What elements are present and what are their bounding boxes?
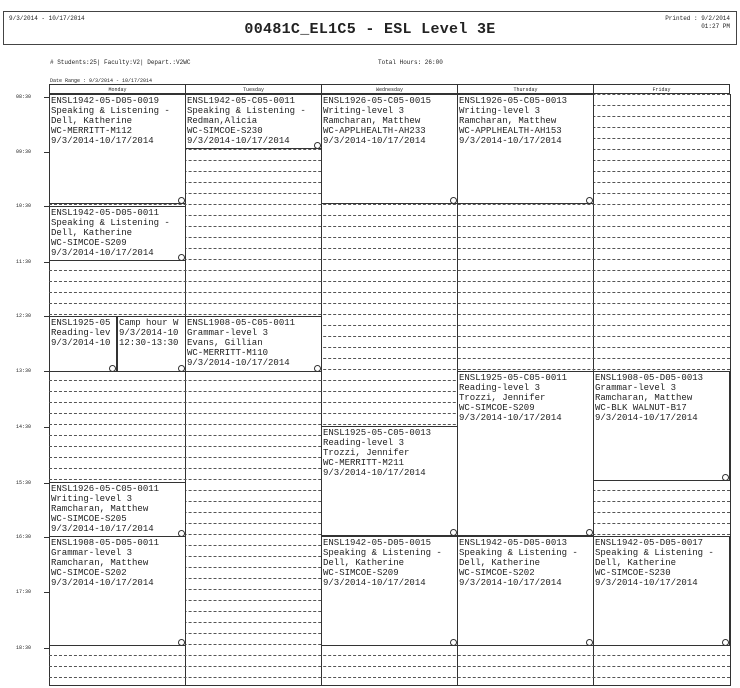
time-tick: [44, 483, 49, 484]
class-block[interactable]: [49, 94, 186, 204]
class-block-line: WC-MERRITT-M110: [187, 348, 269, 358]
total-hours: Total Hours: 26:00: [378, 59, 443, 66]
class-block-line: ENSL1926-05-C05-0011: [51, 484, 160, 494]
class-block-line: 9/3/2014-10/17/2014: [187, 358, 290, 368]
class-block-line: ENSL1908-05-D05-0013: [595, 373, 704, 383]
class-block-line: ENSL1908-05-D05-0011: [51, 538, 160, 548]
time-label: 14:30: [16, 424, 32, 430]
class-block-line: Dell, Katherine: [595, 558, 677, 568]
schedule-grid: [49, 84, 730, 686]
class-block[interactable]: [321, 426, 458, 536]
class-block-line: Speaking & Listening -: [51, 218, 170, 228]
date-range: Date Range : 9/3/2014 - 10/17/2014: [50, 78, 153, 84]
class-block-line: Ramcharan, Matthew: [51, 558, 149, 568]
slot-line: [49, 666, 730, 667]
class-block-line: 9/3/2014-10/17/2014: [459, 413, 562, 423]
time-label: 15:30: [16, 480, 32, 486]
class-block-line: WC-SIMCOE-S202: [51, 568, 127, 578]
class-block-line: ENSL1942-05-D05-0017: [595, 538, 704, 548]
class-block-line: Ramcharan, Matthew: [595, 393, 693, 403]
time-label: 12:30: [16, 313, 32, 319]
clock-icon: [314, 142, 321, 149]
slot-line: [49, 655, 730, 656]
clock-icon: [178, 197, 185, 204]
time-tick: [44, 152, 49, 153]
clock-icon: [178, 254, 185, 261]
time-tick: [44, 206, 49, 207]
slot-line: [49, 303, 730, 304]
clock-icon: [450, 639, 457, 646]
class-block-line: Camp hour W: [119, 318, 179, 328]
class-block-line: WC-APPLHEALTH-AH233: [323, 126, 426, 136]
class-block-line: ENSL1925-05-C05-0013: [323, 428, 432, 438]
slot-line: [49, 204, 730, 205]
time-label: 17:30: [16, 589, 32, 595]
class-block-line: WC-APPLHEALTH-AH153: [459, 126, 562, 136]
time-tick: [44, 427, 49, 428]
class-block-line: Grammar-level 3: [51, 548, 133, 558]
time-label: 11:30: [16, 259, 32, 265]
time-tick: [44, 97, 49, 98]
clock-icon: [586, 529, 593, 536]
day-header-friday: Friday: [593, 84, 730, 94]
class-block-line: Grammar-level 3: [187, 328, 269, 338]
slot-line: [49, 270, 730, 271]
class-block-line: ENSL1942-05-D05-0013: [459, 538, 568, 548]
class-block-line: 9/3/2014-10/17/2014: [51, 136, 154, 146]
class-block-line: ENSL1908-05-C05-0011: [187, 318, 296, 328]
time-label: 16:30: [16, 534, 32, 540]
class-block-line: 9/3/2014-10/17/2014: [323, 136, 426, 146]
printed-date: Printed : 9/2/2014: [665, 15, 730, 22]
class-block-line: ENSL1942-05-D05-0011: [51, 208, 160, 218]
class-block-line: WC-BLK WALNUT-B17: [595, 403, 687, 413]
column-divider: [730, 94, 731, 686]
clock-icon: [722, 639, 729, 646]
header-date-range: 9/3/2014 - 10/17/2014: [9, 15, 85, 22]
class-block-line: 9/3/2014-10/17/2014: [595, 413, 698, 423]
class-block[interactable]: [321, 536, 458, 646]
class-block-line: Speaking & Listening -: [187, 106, 306, 116]
slot-line: [49, 281, 730, 282]
class-block-line: 9/3/2014-10/17/2014: [187, 136, 290, 146]
class-block-line: 9/3/2014-10/17/2014: [51, 578, 154, 588]
class-block-line: Reading-level 3: [323, 438, 405, 448]
class-block-line: Writing-level 3: [323, 106, 405, 116]
clock-icon: [586, 197, 593, 204]
clock-icon: [586, 639, 593, 646]
class-block[interactable]: [185, 316, 322, 372]
class-block-line: Dell, Katherine: [323, 558, 405, 568]
class-block-line: Speaking & Listening -: [595, 548, 714, 558]
class-block-line: Evans, Gillian: [187, 338, 263, 348]
class-block-line: WC-SIMCOE-S230: [595, 568, 671, 578]
day-header-wednesday: Wednesday: [321, 84, 457, 94]
class-block-line: 9/3/2014-10: [51, 338, 111, 348]
class-block-line: Dell, Katherine: [459, 558, 541, 568]
class-block-line: ENSL1942-05-D05-0019: [51, 96, 160, 106]
time-label: 09:30: [16, 149, 32, 155]
class-block-line: ENSL1926-05-C05-0013: [459, 96, 568, 106]
clock-icon: [450, 197, 457, 204]
day-header-monday: Monday: [49, 84, 185, 94]
class-block[interactable]: [49, 482, 186, 537]
time-tick: [44, 537, 49, 538]
class-block[interactable]: [321, 94, 458, 204]
slot-line: [49, 677, 730, 678]
class-block[interactable]: [49, 206, 186, 261]
class-block[interactable]: [49, 536, 186, 646]
class-block-line: WC-SIMCOE-S209: [459, 403, 535, 413]
class-block-line: ENSL1926-05-C05-0015: [323, 96, 432, 106]
time-tick: [44, 316, 49, 317]
time-label: 10:30: [16, 203, 32, 209]
class-block[interactable]: [457, 94, 594, 204]
time-tick: [44, 592, 49, 593]
time-label: 18:30: [16, 645, 32, 651]
class-block-line: WC-SIMCOE-S202: [459, 568, 535, 578]
class-block-line: Ramcharan, Matthew: [323, 116, 421, 126]
class-block-line: 9/3/2014-10/17/2014: [51, 248, 154, 258]
class-block-line: 9/3/2014-10/17/2014: [459, 136, 562, 146]
class-block-line: Ramcharan, Matthew: [459, 116, 557, 126]
class-block-line: 9/3/2014-10/17/2014: [323, 468, 426, 478]
printed-time: 01:27 PM: [701, 23, 730, 30]
slot-line: [49, 292, 730, 293]
class-block-line: ENSL1942-05-D05-0015: [323, 538, 432, 548]
course-info: # Students:25| Faculty:V2| Depart.:V2WC: [50, 59, 191, 66]
class-block[interactable]: [593, 536, 730, 646]
class-block-line: Speaking & Listening -: [51, 106, 170, 116]
class-block[interactable]: [117, 316, 186, 372]
class-block[interactable]: [49, 316, 117, 372]
printed-stamp: [665, 15, 730, 31]
class-block-line: WC-SIMCOE-S209: [51, 238, 127, 248]
class-block-line: Writing-level 3: [459, 106, 541, 116]
clock-icon: [178, 365, 185, 372]
class-block-line: Writing-level 3: [51, 494, 133, 504]
day-header-thursday: Thursday: [457, 84, 593, 94]
class-block-line: 9/3/2014-10/17/2014: [51, 524, 154, 534]
class-block-line: Dell, Katherine: [51, 116, 133, 126]
class-block-line: 9/3/2014-10/17/2014: [459, 578, 562, 588]
class-block-line: Reading-level 3: [459, 383, 541, 393]
class-block[interactable]: [185, 94, 322, 149]
class-block-line: Grammar-level 3: [595, 383, 677, 393]
class-block-line: WC-MERRITT-M211: [323, 458, 405, 468]
time-label: 13:30: [16, 368, 32, 374]
clock-icon: [109, 365, 116, 372]
class-block-line: 9/3/2014-10: [119, 328, 179, 338]
class-block-line: Speaking & Listening -: [323, 548, 442, 558]
class-block[interactable]: [593, 371, 730, 481]
class-block-line: Reading-lev: [51, 328, 111, 338]
clock-icon: [178, 639, 185, 646]
class-block-line: WC-SIMCOE-S209: [323, 568, 399, 578]
time-tick: [44, 262, 49, 263]
clock-icon: [722, 474, 729, 481]
class-block[interactable]: [457, 536, 594, 646]
day-header-tuesday: Tuesday: [185, 84, 321, 94]
class-block-line: ENSL1925-05: [51, 318, 111, 328]
class-block-line: ENSL1942-05-C05-0011: [187, 96, 296, 106]
class-block-line: ENSL1925-05-C05-0011: [459, 373, 568, 383]
class-block-line: WC-MERRITT-M112: [51, 126, 133, 136]
class-block-line: Redman,Alicia: [187, 116, 258, 126]
class-block-line: 9/3/2014-10/17/2014: [323, 578, 426, 588]
clock-icon: [314, 365, 321, 372]
clock-icon: [450, 529, 457, 536]
report-header: [3, 11, 737, 45]
slot-line: [49, 314, 730, 315]
class-block-line: Dell, Katherine: [51, 228, 133, 238]
class-block-line: Trozzi, Jennifer: [459, 393, 546, 403]
class-block-line: Trozzi, Jennifer: [323, 448, 410, 458]
class-block-line: WC-SIMCOE-S230: [187, 126, 263, 136]
time-tick: [44, 648, 49, 649]
report-title: 00481C_EL1C5 - ESL Level 3E: [244, 21, 496, 38]
time-tick: [44, 371, 49, 372]
class-block[interactable]: [457, 371, 594, 536]
class-block-line: 9/3/2014-10/17/2014: [595, 578, 698, 588]
class-block-line: Speaking & Listening -: [459, 548, 578, 558]
class-block-line: WC-SIMCOE-S205: [51, 514, 127, 524]
class-block-line: Ramcharan, Matthew: [51, 504, 149, 514]
class-block-line: 12:30-13:30: [119, 338, 179, 348]
grid-bottom: [49, 685, 730, 686]
time-label: 08:30: [16, 94, 32, 100]
